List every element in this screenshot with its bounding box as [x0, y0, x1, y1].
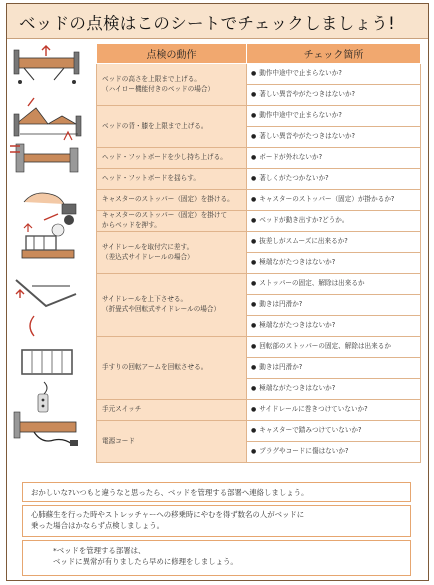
bullet-icon: ● — [251, 448, 257, 456]
action-text: （折畳式や回転式サイドレールの場合） — [102, 305, 221, 313]
check-cell — [247, 358, 421, 379]
check-text: 動きは円滑か? — [259, 363, 303, 372]
action-text: キャスターのストッパー（固定）を掛けて — [102, 211, 228, 220]
check-text: 動きは円滑か? — [259, 300, 303, 309]
check-cell — [247, 316, 421, 337]
note-department-line: ベッドに異常が有りましたら早めに修理をしましょう。 — [53, 557, 238, 567]
check-cell — [247, 400, 421, 421]
action-cell — [97, 400, 247, 421]
action-text: からベッドを押す。 — [102, 221, 161, 229]
action-text: キャスターのストッパー（固定）を掛ける。 — [102, 195, 234, 204]
table-row — [97, 169, 421, 190]
bullet-icon: ● — [251, 91, 257, 99]
page-title: ベッドの点検はこのシートでチェックしましょう! — [19, 14, 396, 33]
check-cell — [247, 274, 421, 295]
bullet-icon: ● — [251, 343, 257, 351]
action-cell — [97, 190, 247, 211]
action-cell — [97, 64, 247, 106]
note-department-line: *ベッドを管理する部署は、 — [53, 546, 146, 555]
bullet-icon: ● — [251, 217, 257, 225]
table-row — [97, 274, 421, 295]
action-cell — [97, 169, 247, 190]
table-row — [97, 400, 421, 421]
action-text: ベッドの高さを上限まで上げる。 — [102, 74, 201, 83]
action-cell — [97, 337, 247, 400]
bullet-icon: ● — [251, 322, 257, 330]
check-text: サイドレールに巻きつけていないか? — [259, 405, 368, 414]
check-text: 極端ながたつきはないか? — [259, 258, 336, 267]
check-cell — [247, 127, 421, 148]
table-row — [97, 337, 421, 358]
action-text: サイドレールを取付穴に差す。 — [102, 242, 194, 251]
action-text: （ハイロー機能付きのベッドの場合） — [102, 84, 215, 93]
note-cpr-line: 心肺蘇生を行った時やストレッチャーへの移乗時にやむを得ず数名の人がベッドに — [31, 510, 305, 519]
check-cell — [247, 253, 421, 274]
bullet-icon: ● — [251, 259, 257, 267]
check-text: プラグやコードに傷はないか? — [259, 447, 349, 456]
table-row — [97, 148, 421, 169]
bed-height-illustration — [14, 46, 79, 84]
check-text: ベッドが動き出すか?どうか。 — [259, 216, 349, 225]
header-check: チェック箇所 — [247, 44, 421, 64]
check-text: 抜差しがスムーズに出来るか? — [259, 237, 348, 246]
note-contact — [22, 482, 411, 502]
bullet-icon: ● — [251, 112, 257, 120]
bullet-icon: ● — [251, 280, 257, 288]
table-row — [97, 190, 421, 211]
check-cell — [247, 169, 421, 190]
folding-side-rail-illustration — [16, 280, 76, 336]
check-text: キャスターで踏みつけていないか? — [259, 426, 362, 435]
check-cell — [247, 232, 421, 253]
check-cell — [247, 148, 421, 169]
action-text: 電源コード — [102, 436, 135, 445]
action-cell — [97, 232, 247, 274]
bullet-icon: ● — [251, 427, 257, 435]
bullet-icon: ● — [251, 196, 257, 204]
header-action: 点検の動作 — [97, 44, 247, 64]
check-text: 極端ながたつきはないか? — [259, 384, 336, 393]
check-cell — [247, 442, 421, 463]
hand-switch-illustration — [38, 382, 48, 412]
bullet-icon: ● — [251, 364, 257, 372]
headboard-illustration — [10, 132, 78, 172]
table-header-row — [97, 44, 421, 64]
action-text: 手元スイッチ — [102, 405, 142, 414]
table-row — [97, 421, 421, 442]
note-cpr-line: 乗った場合はかならず点検しましょう。 — [31, 521, 165, 531]
title-bar — [7, 4, 428, 39]
bullet-icon: ● — [251, 238, 257, 246]
side-rail-insert-illustration — [22, 224, 74, 258]
check-cell — [247, 211, 421, 232]
bed-back-knee-illustration — [14, 98, 81, 136]
note-contact-text: おかしいな?いつもと違うなと思ったら、ベッドを管理する部署へ連絡しましょう。 — [31, 488, 309, 497]
action-cell — [97, 148, 247, 169]
check-text: 著しい異音やがたつきはないか? — [259, 132, 356, 141]
action-text: ベッドの背・膝を上限まで上げる。 — [102, 121, 208, 130]
rotating-arm-illustration — [22, 350, 72, 374]
bullet-icon: ● — [251, 133, 257, 141]
check-text: 極端ながたつきはないか? — [259, 321, 336, 330]
check-text: ボードが外れないか? — [259, 153, 323, 162]
bullet-icon: ● — [251, 385, 257, 393]
table-row — [97, 232, 421, 253]
caster-stopper-illustration — [24, 193, 76, 236]
check-text: 動作中途中で止まらないか? — [259, 111, 342, 120]
table-row — [97, 211, 421, 232]
power-cord-illustration — [14, 412, 78, 446]
check-cell — [247, 421, 421, 442]
action-text: 手すりの回転アームを回転させる。 — [102, 363, 208, 372]
check-cell — [247, 295, 421, 316]
check-cell — [247, 85, 421, 106]
bullet-icon: ● — [251, 70, 257, 78]
bullet-icon: ● — [251, 175, 257, 183]
check-cell — [247, 379, 421, 400]
action-cell — [97, 106, 247, 148]
check-text: 回転部のストッパーの固定、解除は出来るか — [259, 342, 391, 351]
illustration-column — [4, 44, 94, 448]
action-text: サイドレールを上下させる。 — [102, 295, 188, 304]
check-text: 著しい異音やがたつきはないか? — [259, 90, 356, 99]
bullet-icon: ● — [251, 301, 257, 309]
action-cell — [97, 211, 247, 232]
check-text: キャスターのストッパー（固定）が掛かるか? — [259, 195, 395, 204]
action-text: ヘッド・フットボードを揺らす。 — [102, 174, 200, 183]
table-row — [97, 64, 421, 85]
check-cell — [247, 190, 421, 211]
checklist-table — [96, 43, 421, 463]
table-body — [97, 64, 421, 463]
bullet-icon: ● — [251, 154, 257, 162]
note-department — [22, 540, 411, 576]
action-cell — [97, 274, 247, 337]
check-text: 著しくがたつかないか? — [259, 174, 329, 183]
action-text: ヘッド・フットボードを少し持ち上げる。 — [102, 153, 227, 162]
check-cell — [247, 337, 421, 358]
action-cell — [97, 421, 247, 463]
check-text: 動作中途中で止まらないか? — [259, 69, 342, 78]
action-text: （差込式サイドレールの場合） — [102, 252, 194, 261]
check-cell — [247, 64, 421, 85]
bullet-icon: ● — [251, 406, 257, 414]
check-cell — [247, 106, 421, 127]
check-text: ストッパーの固定、解除は出来るか — [259, 279, 365, 288]
table-row — [97, 106, 421, 127]
note-cpr — [22, 505, 411, 537]
